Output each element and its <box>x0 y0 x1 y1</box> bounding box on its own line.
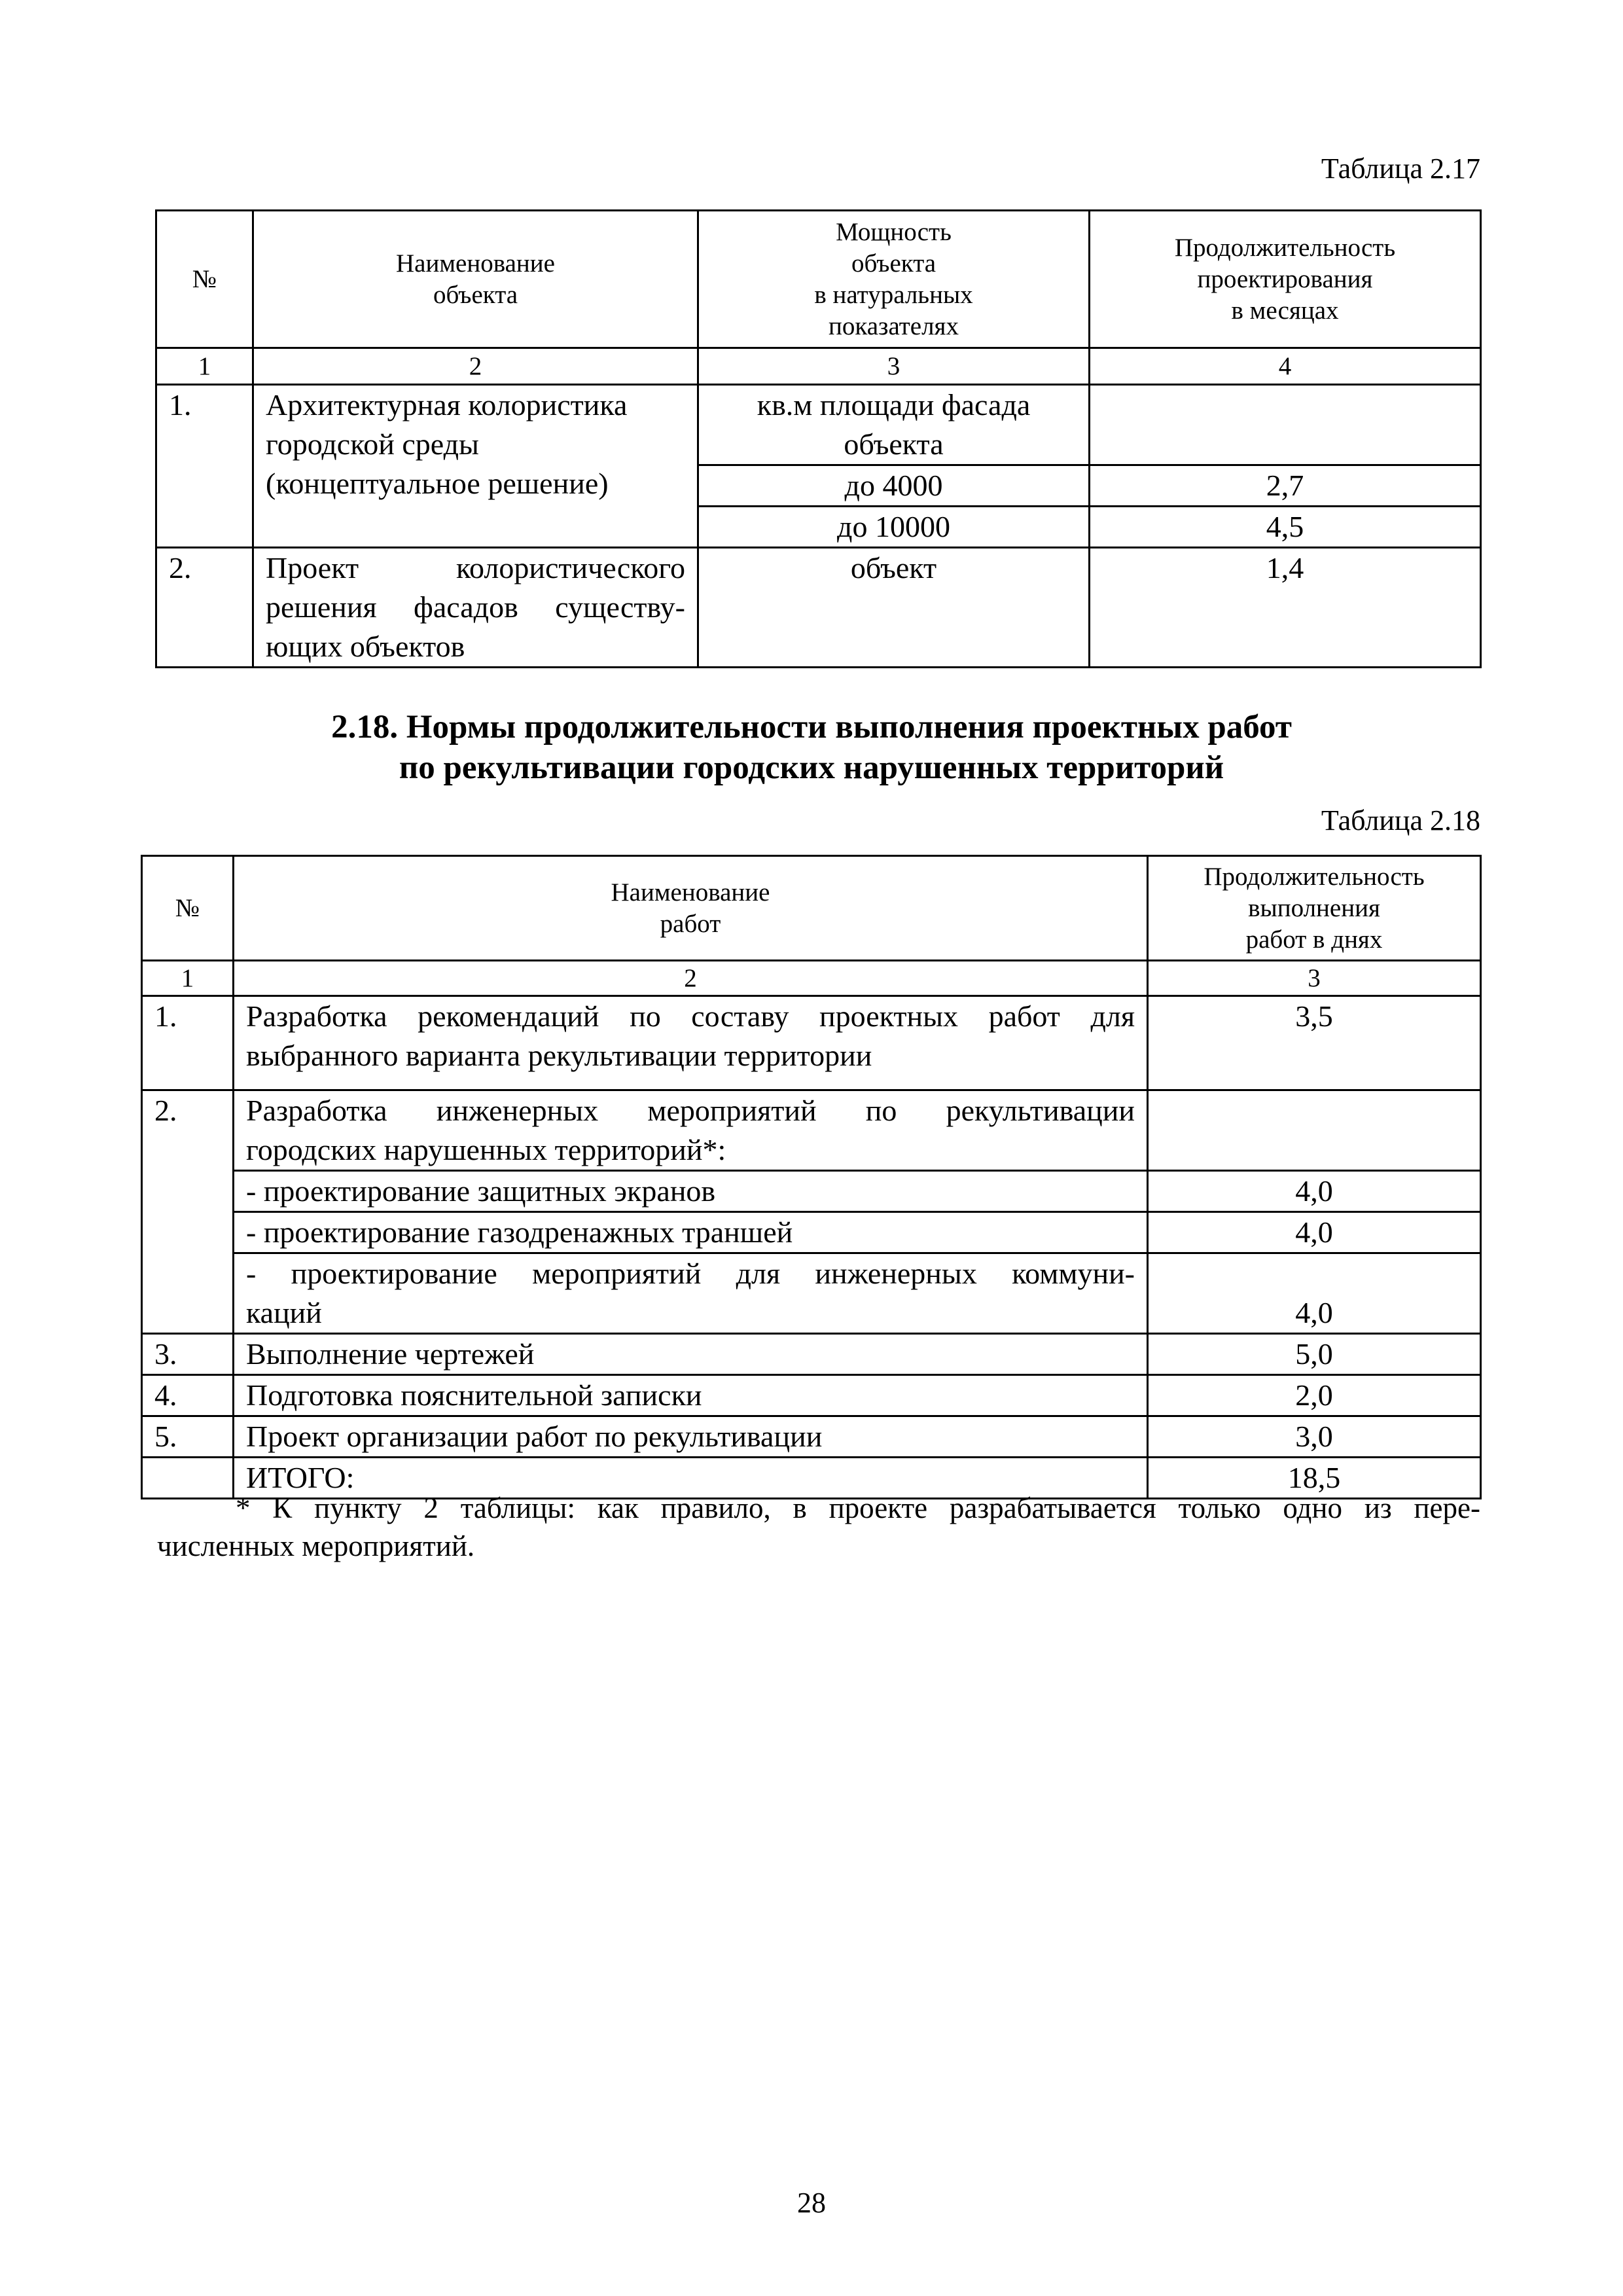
table-2-17 <box>155 209 1482 668</box>
column-number-row <box>156 348 1481 385</box>
header-name-line: Наименование <box>396 249 555 278</box>
header-name-line: работ <box>660 909 721 938</box>
section-title-line: 2.18. Нормы продолжительности выполнения проектных работ <box>331 709 1292 745</box>
column-number: 3 <box>1148 961 1481 996</box>
column-number: 2 <box>253 348 698 385</box>
table-subrow <box>142 1171 1481 1212</box>
row-duration: 4,0 <box>1148 1212 1481 1253</box>
row-power: объект <box>698 548 1090 668</box>
row-name: Выполнение чертежей <box>234 1334 1148 1375</box>
table-2-18 <box>141 855 1482 1499</box>
row-power: до 10000 <box>698 507 1090 548</box>
footnote <box>157 1489 1480 1565</box>
header-no: № <box>156 211 253 348</box>
row-duration: 4,0 <box>1148 1253 1481 1334</box>
column-number-row <box>142 961 1481 996</box>
row-number: 2. <box>142 1090 234 1334</box>
row-name <box>234 996 1148 1090</box>
total-value: 18,5 <box>1148 1458 1481 1499</box>
row-name: - проектирование защитных экранов <box>234 1171 1148 1212</box>
row-name-line: Разработка рекомендаций по составу проектных работ для <box>246 999 1135 1033</box>
table-row <box>142 1416 1481 1458</box>
row-duration: 2,7 <box>1090 465 1481 507</box>
row-name <box>253 548 698 668</box>
row-power: до 4000 <box>698 465 1090 507</box>
header-name <box>253 211 698 348</box>
row-name-line: выбранного варианта рекультивации территории <box>246 1039 872 1072</box>
row-name-line: каций <box>246 1296 322 1329</box>
row-duration <box>1148 1090 1481 1171</box>
header-no: № <box>142 856 234 961</box>
row-number: 1. <box>156 385 253 548</box>
row-name-line: Разработка инженерных мероприятий по рекультивации <box>246 1094 1135 1127</box>
column-number: 4 <box>1090 348 1481 385</box>
row-name-line: (концептуальное решение) <box>266 467 609 500</box>
row-name-line: Проект колористического <box>266 551 685 584</box>
table-subrow <box>142 1212 1481 1253</box>
header-name-line: объекта <box>433 280 518 309</box>
section-title-line: по рекультивации городских нарушенных территорий <box>399 749 1224 786</box>
page-number: 28 <box>797 2187 826 2219</box>
header-power <box>698 211 1090 348</box>
column-number: 1 <box>142 961 234 996</box>
header-duration-line: выполнения <box>1248 893 1380 922</box>
row-duration: 3,5 <box>1148 996 1481 1090</box>
column-number: 2 <box>234 961 1148 996</box>
table-header-row <box>156 211 1481 348</box>
row-name-line: ющих объектов <box>266 630 465 663</box>
row-number: 5. <box>142 1416 234 1458</box>
header-duration-line: в месяцах <box>1231 296 1339 325</box>
footnote-line: * К пункту 2 таблицы: как правило, в проекте разрабатывается только одно из пере- <box>236 1492 1480 1524</box>
table-row <box>142 1375 1481 1416</box>
total-label: ИТОГО: <box>234 1458 1148 1499</box>
column-number: 3 <box>698 348 1090 385</box>
header-duration <box>1148 856 1481 961</box>
row-number: 3. <box>142 1334 234 1375</box>
row-unit-line: кв.м площади фасада <box>757 388 1031 422</box>
row-name: Проект организации работ по рекультивации <box>234 1416 1148 1458</box>
row-duration: 2,0 <box>1148 1375 1481 1416</box>
row-name <box>253 385 698 548</box>
row-name-line: Архитектурная колористика <box>266 388 628 422</box>
row-duration: 1,4 <box>1090 548 1481 668</box>
row-name <box>234 1090 1148 1171</box>
footnote-line: численных мероприятий. <box>157 1530 475 1562</box>
table-row <box>142 996 1481 1090</box>
header-duration <box>1090 211 1481 348</box>
header-duration-line: работ в днях <box>1245 925 1383 954</box>
table-row <box>156 548 1481 668</box>
table-header-row <box>142 856 1481 961</box>
header-power-line: показателях <box>829 312 959 340</box>
table-subrow <box>142 1253 1481 1334</box>
row-name-line: решения фасадов существу- <box>266 590 685 624</box>
header-duration-line: Продолжительность <box>1174 233 1396 262</box>
row-name: - проектирование газодренажных траншей <box>234 1212 1148 1253</box>
row-duration: 5,0 <box>1148 1334 1481 1375</box>
table-row <box>142 1090 1481 1171</box>
column-number: 1 <box>156 348 253 385</box>
table-row <box>142 1334 1481 1375</box>
row-number: 1. <box>142 996 234 1090</box>
row-name-line: - проектирование мероприятий для инженерных коммуни- <box>246 1257 1135 1290</box>
row-number: 4. <box>142 1375 234 1416</box>
row-number: 2. <box>156 548 253 668</box>
row-name-line: городской среды <box>266 427 479 461</box>
row-duration: 3,0 <box>1148 1416 1481 1458</box>
row-duration: 4,0 <box>1148 1171 1481 1212</box>
row-name: Подготовка пояснительной записки <box>234 1375 1148 1416</box>
header-name <box>234 856 1148 961</box>
row-name <box>234 1253 1148 1334</box>
section-title <box>0 707 1623 788</box>
header-power-line: Мощность <box>836 217 952 246</box>
header-name-line: Наименование <box>611 878 770 906</box>
header-duration-line: Продолжительность <box>1204 862 1425 891</box>
row-duration: 4,5 <box>1090 507 1481 548</box>
row-unit <box>698 385 1090 465</box>
row-unit-line: объекта <box>844 427 944 461</box>
header-power-line: в натуральных <box>814 280 973 309</box>
header-power-line: объекта <box>851 249 936 278</box>
row-duration <box>1090 385 1481 465</box>
table-2-17-caption: Таблица 2.17 <box>1321 152 1480 185</box>
table-row <box>156 385 1481 465</box>
header-duration-line: проектирования <box>1197 264 1373 293</box>
table-2-18-caption: Таблица 2.18 <box>1321 804 1480 836</box>
row-name-line: городских нарушенных территорий*: <box>246 1133 726 1166</box>
